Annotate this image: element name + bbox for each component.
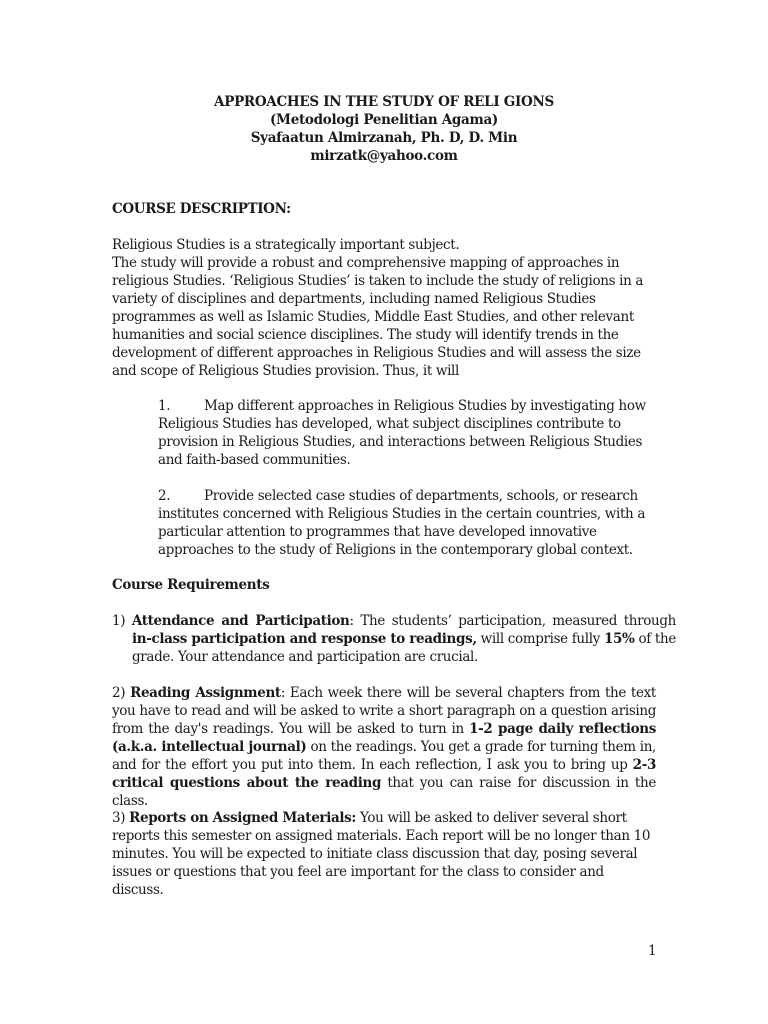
requirement-1	[112, 612, 676, 666]
requirement-text: : The students’ participation, measured through	[349, 613, 676, 629]
author-name: Syafaatun Almirzanah, Ph. D, D. Min	[250, 130, 518, 146]
requirement-text: : Each week there will be several chapters from the text you have to read and will be asked to write a short paragraph on a question arising from the day's readings. You will be asked to turn in	[112, 685, 656, 737]
requirement-2	[112, 684, 656, 810]
requirement-bold-text: 2-3 critical questions about the reading	[112, 757, 656, 791]
requirement-number: 3)	[112, 810, 126, 826]
course-description-heading: COURSE DESCRIPTION:	[112, 201, 291, 217]
requirement-bold-text: 15%	[603, 631, 635, 647]
requirement-bold-text: in-class participation and response to readings,	[132, 631, 477, 647]
requirement-number: 2)	[112, 685, 126, 701]
document-title: APPROACHES IN THE STUDY OF RELI GIONS	[214, 94, 554, 110]
requirement-title: Reports on Assigned Materials:	[129, 810, 357, 826]
document-header	[112, 93, 656, 165]
requirement-number: 1)	[112, 613, 126, 629]
list-item-number: 1.	[158, 398, 171, 414]
author-email: mirzatk@yahoo.com	[310, 148, 458, 164]
list-item-text: Provide selected case studies of departments, schools, or research institutes concerned with Religious Studies in the certain countries, with a particular attention to programmes that have developed innovative approaches to the study of Religions in the contemporary global context.	[158, 488, 646, 558]
document-subtitle: (Metodologi Penelitian Agama)	[269, 112, 499, 128]
requirement-bold-text: 1-2 page daily reflections (a.k.a. intellectual journal)	[112, 721, 656, 755]
requirement-text: will comprise fully	[476, 631, 604, 647]
requirement-text: that you can raise for discussion in the class.	[112, 775, 656, 809]
description-list-item-1	[158, 397, 658, 469]
page-number: 1	[648, 943, 657, 959]
list-item-number: 2.	[158, 488, 171, 504]
requirement-3	[112, 809, 656, 899]
requirement-title: Attendance and Participation	[131, 613, 350, 629]
course-description-line1: Religious Studies is a strategically important subject.	[112, 237, 460, 253]
course-description-body: The study will provide a robust and comprehensive mapping of approaches in religious Studies. ‘Religious Studies’ is taken to include the study of religions in a variety of disciplines and departments, including named Religious Studies programmes as well as Islamic Studies, Middle East Studies, and other relevant humanities and social science disciplines. The study will identify trends in the development of different approaches in Religious Studies and will assess the size and scope of Religious Studies provision. Thus, it will	[112, 255, 644, 379]
course-requirements-heading: Course Requirements	[112, 577, 270, 593]
list-item-text: Map different approaches in Religious Studies by investigating how Religious Studies has developed, what subject disciplines contribute to provision in Religious Studies, and interactions between Religious Studies and faith-based communities.	[158, 398, 646, 468]
requirement-text: You will be asked to deliver several short reports this semester on assigned materials. Each report will be no longer than 10 minutes. You will be expected to initiate class discussion that day, posing several issues or questions that you feel are important for the class to consider and discuss.	[112, 810, 651, 898]
requirement-text: on the readings. You get a grade for turning them in, and for the effort you put into them. In each reflection, I ask you to bring up	[112, 739, 656, 773]
requirement-title: Reading Assignment	[130, 685, 281, 701]
requirement-text: of the grade. Your attendance and participation are crucial.	[132, 631, 676, 665]
description-list-item-2	[158, 487, 658, 559]
